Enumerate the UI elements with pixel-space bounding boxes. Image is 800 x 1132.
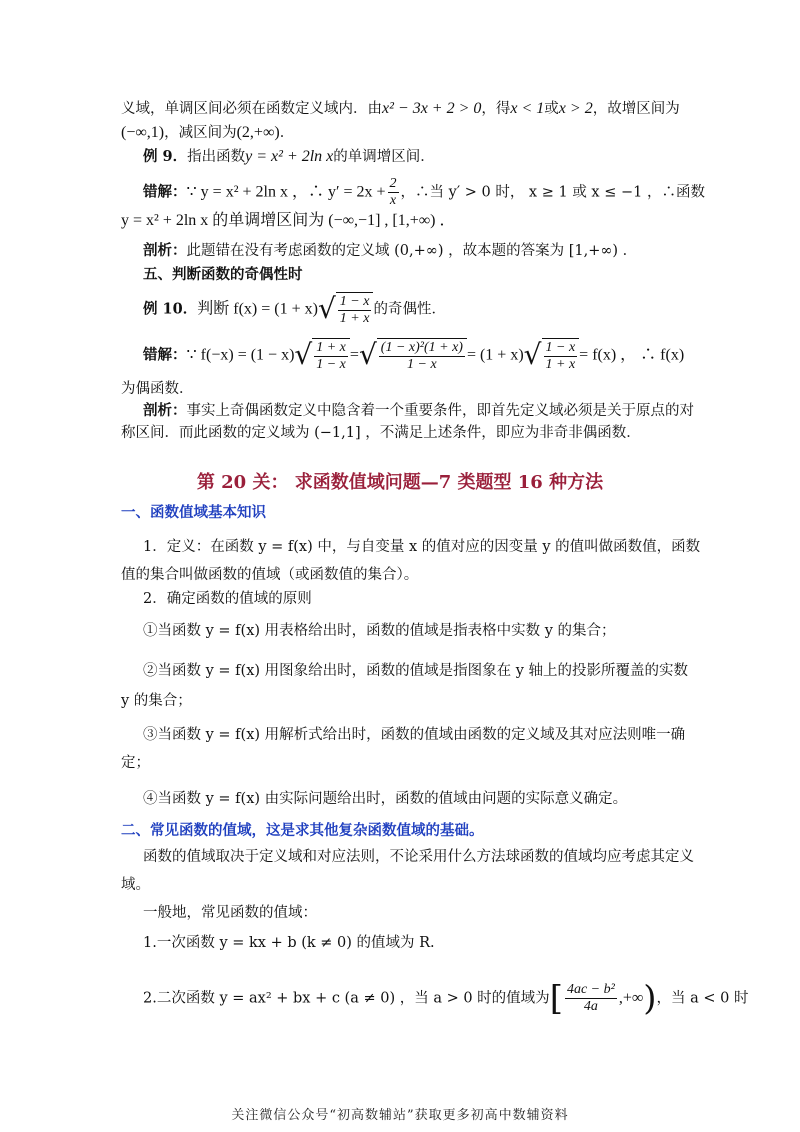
analysis-10	[143, 400, 694, 422]
text: ，得	[481, 101, 511, 117]
list-item: ③当函数 y = f(x) 用解析式给出时，函数的值域由函数的定义域及其对应法则唯一确	[143, 727, 686, 743]
paragraph: 值的集合叫做函数的值域（或函数值的集合）。	[121, 567, 419, 583]
example-9	[143, 146, 435, 168]
text: 的单调增区间．	[333, 149, 435, 165]
wrong-label: 错解：	[143, 183, 187, 201]
math: (2,+∞)	[236, 124, 280, 141]
list-item: y 的集合；	[121, 693, 192, 709]
list-item: ④当函数 y = f(x) 由实际问题给出时，函数的值域由问题的实际意义确定。	[143, 791, 628, 807]
sqrt: √ $\frac{1 - x}{1 + x}$	[524, 338, 580, 373]
text: 事实上奇偶函数定义中隐含着一个重要条件，即首先定义域必须是关于原点的对	[186, 403, 694, 419]
list-item: 定；	[121, 755, 150, 771]
text-line: 称区间．而此函数的定义域为 (−1,1] ，不满足上述条件，即应为非奇非偶函数．	[121, 425, 641, 441]
paragraph: 1．定义：在函数 y = f(x) 中，与自变量 x 的值对应的因变量 y 的值叫做函数值，函数	[143, 539, 701, 555]
sqrt: √ $\frac{1 - x}{1 + x}$	[318, 292, 374, 327]
wrong-label: 错解：	[143, 346, 187, 364]
text-line: 为偶函数．	[121, 381, 194, 397]
math: 判断 f(x) = (1 + x)	[197, 300, 318, 318]
analysis-label: 剖析：	[143, 242, 187, 259]
math: ,+∞	[618, 989, 644, 1007]
math: x < 1	[510, 100, 545, 117]
text-line	[121, 122, 294, 144]
fraction: $\frac{\text{4ac − b²}}{4a}$	[566, 982, 615, 1014]
footer-note: 关注微信公众号“初高数辅站”获取更多初高中数辅资料	[231, 1108, 569, 1123]
paragraph: 一般地，常见函数的值域：	[143, 905, 317, 921]
text: 义域，单调区间必须在函数定义域内．由	[121, 101, 382, 117]
chapter-title: 第 20 关： 求函数值域问题—7 类题型 16 种方法	[196, 472, 604, 493]
text: ．	[279, 125, 295, 141]
section-heading: 二、常见函数的值域，这是求其他复杂函数值域的基础。	[121, 822, 484, 839]
math: ∵ y = x² + 2ln x ，∴ y′ = 2x +	[186, 183, 386, 201]
text: 或	[544, 101, 559, 117]
analysis-label: 剖析：	[143, 402, 187, 419]
text: ，减区间为	[164, 125, 237, 141]
text-line	[121, 98, 680, 120]
text: 的奇偶性．	[373, 301, 446, 318]
list-item: 1.一次函数 y = kx + b (k ≠ 0) 的值域为 R.	[143, 935, 435, 951]
text: 指出函数	[187, 149, 246, 165]
text-line	[121, 210, 456, 232]
bracket-left: [	[549, 978, 563, 1019]
fraction: $\frac{2}{x}$	[389, 176, 397, 208]
wrong-solution-9	[143, 176, 705, 209]
math: x² − 3x + 2 > 0	[382, 100, 482, 117]
paragraph: 函数的值域取决于定义域和对应法则，不论采用什么方法球函数的值域均应考虑其定义	[143, 849, 694, 865]
example-label: 例 10．	[143, 300, 198, 318]
list-item: ②当函数 y = f(x) 用图象给出时，函数的值域是指图象在 y 轴上的投影所覆盖的实数	[143, 663, 689, 679]
text: ，故增区间为	[592, 101, 680, 117]
math: y = x² + 2ln x	[245, 148, 334, 165]
subsection-heading: 五、判断函数的奇偶性时	[143, 266, 303, 283]
sqrt: √ $\frac{1 + x}{1 - x}$	[294, 338, 350, 373]
text: 此题错在没有考虑函数的定义域 (0,+∞) ，故本题的答案为 [1,+∞) ．	[186, 243, 638, 259]
text: ，∴当 y′ > 0 时， x ≥ 1 或 x ≤ −1 ，∴函数	[400, 184, 705, 201]
text: 2.二次函数 y = ax² + bx + c (a ≠ 0) ，当 a > 0 时的值域为	[143, 990, 550, 1007]
bracket-right: )	[643, 978, 657, 1019]
list-item: ①当函数 y = f(x) 用表格给出时，函数的值域是指表格中实数 y 的集合；	[143, 623, 616, 639]
example-10	[143, 292, 446, 327]
wrong-solution-10: 错解：∵ f(−x) = (1 − x) √ $\frac{1 + x}{1 - x}$ = √ $\frac{\text{(1 − x)²(1 + x)}}{1 - x}$ = (1 + x) √ $\frac{1 - x}{1 + x}$ = f(x) ， ∴ f(x)	[143, 338, 685, 372]
sqrt: √ $\frac{\text{(1 − x)²(1 + x)}}{1 - x}$	[359, 338, 467, 373]
section-heading: 一、函数值域基本知识	[121, 504, 266, 521]
paragraph: 域。	[121, 877, 150, 893]
list-item	[143, 978, 749, 1019]
math: x > 2	[558, 100, 593, 117]
analysis-9	[143, 240, 637, 262]
math: ∵ f(−x) = (1 − x)	[186, 346, 295, 364]
text: ，当 a < 0 时	[656, 990, 749, 1007]
paragraph: 2．确定函数的值域的原则	[143, 591, 312, 607]
example-label: 例 9．	[143, 148, 188, 165]
math: (−∞,1)	[121, 124, 165, 141]
math: y = x² + 2ln x 的单调增区间为 (−∞,−1] , [1,+∞) ．	[121, 212, 456, 229]
